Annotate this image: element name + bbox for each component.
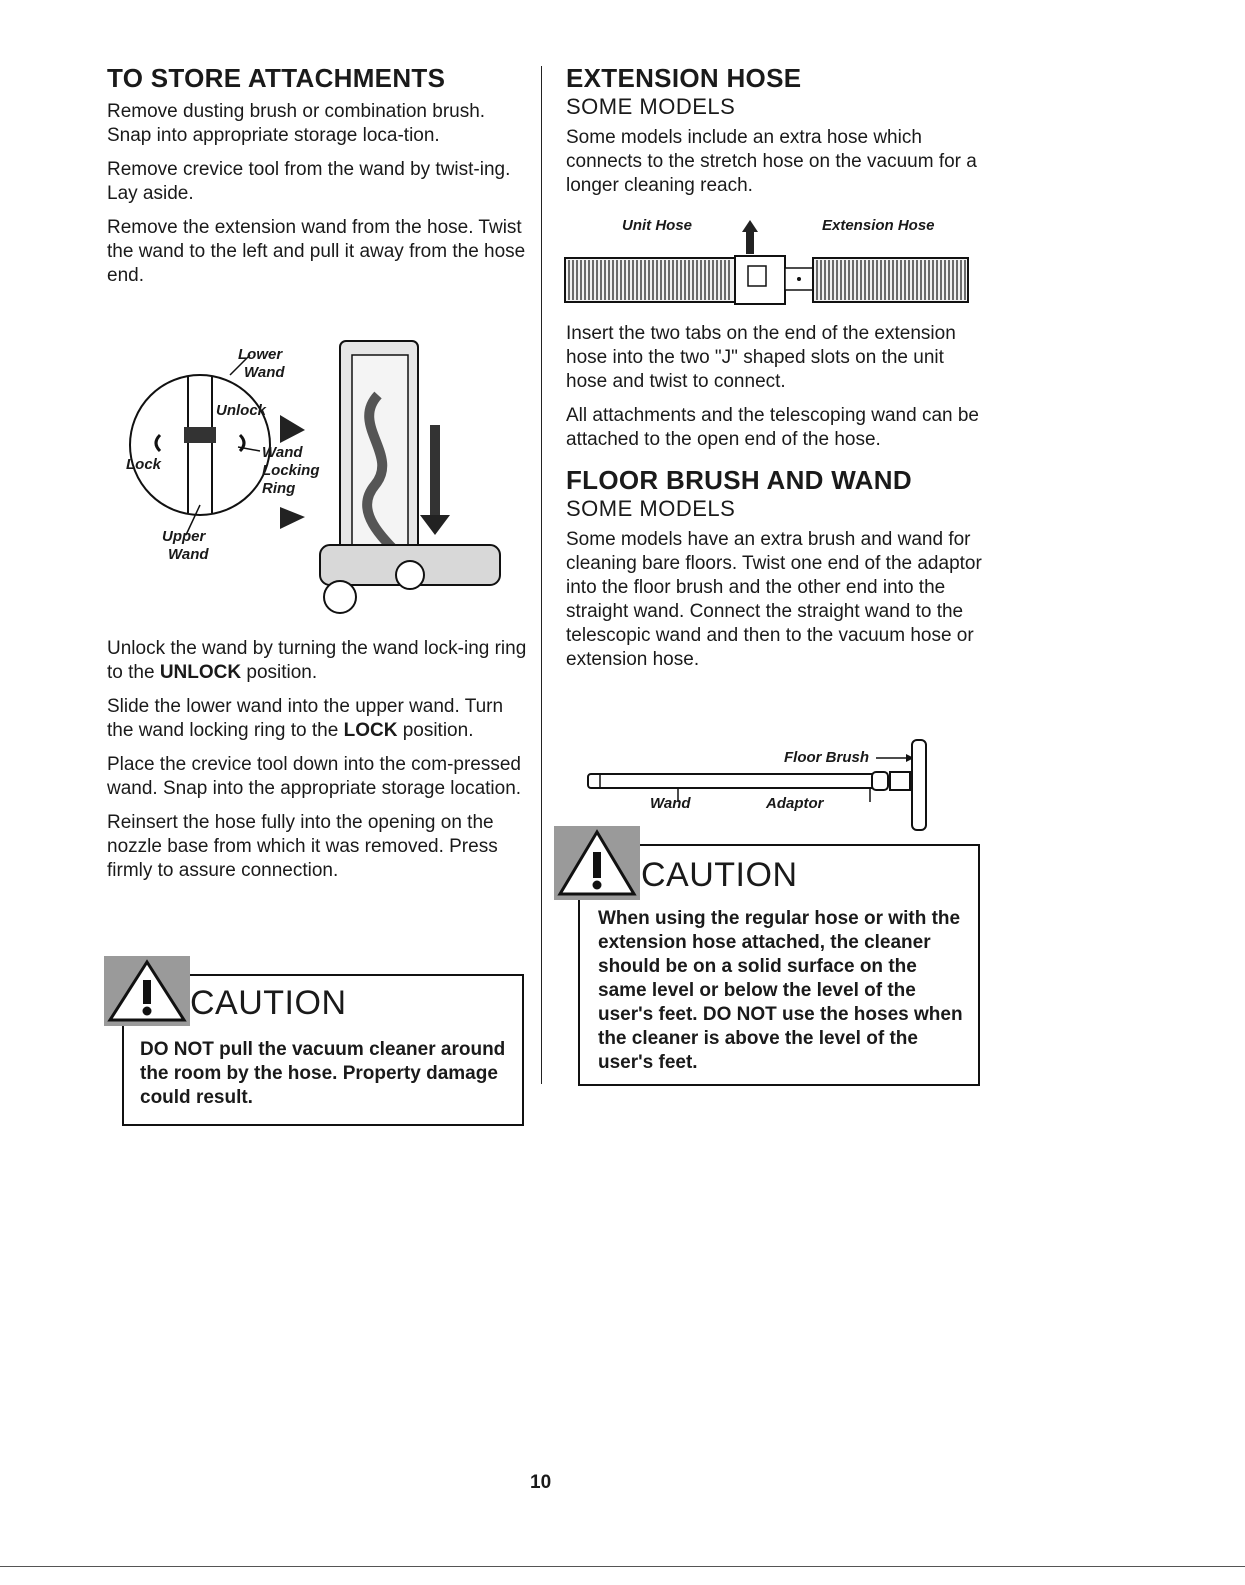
store-para-5: Slide the lower wand into the upper wand. Turn the wand locking ring to the LOCK position. bbox=[107, 696, 504, 741]
warning-icon bbox=[554, 826, 640, 900]
wand-lock-figure bbox=[120, 335, 520, 625]
unit-hose-shape bbox=[565, 258, 735, 302]
store-para-3: Remove the extension wand from the hose. Twist the wand to the left and pull it away from the hose end. bbox=[107, 217, 526, 286]
left-caution-text: DO NOT pull the vacuum cleaner around the room by the hose. Property damage could result. bbox=[140, 1039, 506, 1108]
bottom-rule bbox=[0, 1566, 1245, 1567]
label-adaptor: Adaptor bbox=[766, 795, 824, 812]
store-para-1: Remove dusting brush or combination brush. Snap into appropriate storage loca-tion. bbox=[107, 101, 486, 146]
label-lock: Lock bbox=[126, 456, 162, 473]
store-para-7: Reinsert the hose fully into the opening on the nozzle base from which it was removed. Press firmly to assure connection. bbox=[107, 812, 498, 881]
extension-para-2: Insert the two tabs on the end of the extension hose into the two "J" shaped slots on the unit hose and twist to connect. bbox=[566, 323, 956, 392]
label-unit-hose: Unit Hose bbox=[622, 217, 693, 234]
store-para-6: Place the crevice tool down into the com-pressed wand. Snap into the appropriate storage location. bbox=[107, 754, 522, 799]
left-caution-title: CAUTION bbox=[190, 984, 347, 1022]
label-extension-hose: Extension Hose bbox=[822, 217, 935, 234]
label-upper-wand-1: Upper bbox=[162, 528, 206, 545]
label-floor-brush: Floor Brush bbox=[784, 749, 869, 766]
right-caution-text: When using the regular hose or with the extension hose attached, the cleaner should be on a solid surface on the same level or below the level of the user's feet. DO NOT use the hoses when the cleaner is above the level of the user's feet. bbox=[598, 908, 963, 1073]
column-divider bbox=[541, 66, 542, 1084]
label-ring-2: Locking bbox=[262, 462, 320, 479]
extension-para-1: Some models include an extra hose which connects to the stretch hose on the vacuum for a longer cleaning reach. bbox=[566, 127, 977, 196]
extension-hose-heading: EXTENSION HOSE bbox=[566, 63, 802, 93]
label-lower-wand-2: Wand bbox=[244, 364, 285, 381]
extension-hose-subheading: SOME MODELS bbox=[566, 94, 736, 119]
page-number: 10 bbox=[530, 1472, 552, 1493]
left-column-lower bbox=[107, 637, 527, 893]
label-lower-wand-1: Lower bbox=[238, 346, 283, 363]
floor-brush-diagram bbox=[580, 732, 940, 832]
floor-brush-heading: FLOOR BRUSH AND WAND bbox=[566, 465, 912, 495]
label-unlock: Unlock bbox=[216, 402, 267, 419]
label-ring-3: Ring bbox=[262, 480, 296, 497]
extension-para-3: All attachments and the telescoping wand can be attached to the open end of the hose. bbox=[566, 405, 979, 450]
label-ring-1: Wand bbox=[262, 444, 303, 461]
label-wand: Wand bbox=[650, 795, 691, 812]
store-attachments-heading: TO STORE ATTACHMENTS bbox=[107, 63, 446, 93]
right-column bbox=[566, 62, 986, 208]
store-para-4: Unlock the wand by turning the wand lock-ing ring to the UNLOCK position. bbox=[107, 638, 527, 683]
warning-icon bbox=[104, 956, 190, 1026]
hose-diagram bbox=[560, 210, 980, 320]
label-upper-wand-2: Wand bbox=[168, 546, 209, 563]
left-column bbox=[107, 62, 527, 298]
right-caution-title: CAUTION bbox=[641, 856, 798, 894]
right-column-mid bbox=[566, 322, 986, 682]
wand-ring-detail-circle bbox=[130, 375, 270, 515]
store-para-2: Remove crevice tool from the wand by twist-ing. Lay aside. bbox=[107, 159, 511, 204]
floor-brush-subheading: SOME MODELS bbox=[566, 496, 736, 521]
extension-hose-shape bbox=[813, 258, 968, 302]
floor-brush-para: Some models have an extra brush and wand for cleaning bare floors. Twist one end of the adaptor into the floor brush and the other end into the straight wand. Connect the straight wand to the telescopic wand and then to the vacuum hose or extension hose. bbox=[566, 529, 982, 670]
